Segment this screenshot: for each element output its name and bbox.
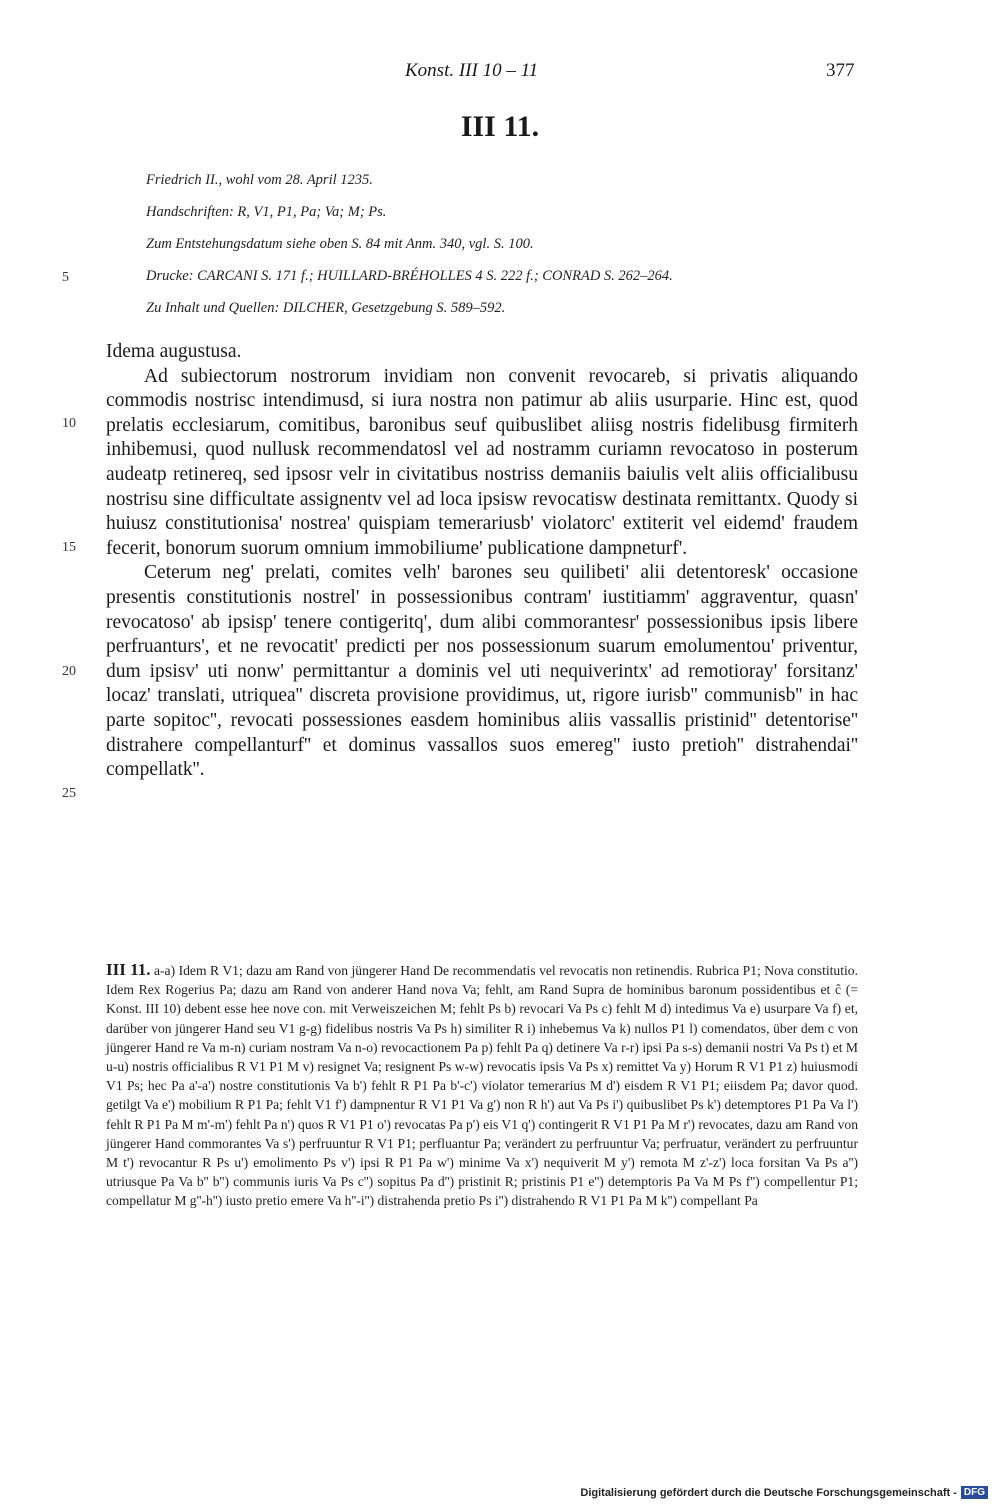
page-number: 377 [826,60,855,81]
running-header [0,60,1000,88]
section-heading: III 11. [460,110,540,143]
meta-prints: Drucke: CARCANI S. 171 f.; HUILLARD-BRÉHOLLES 4 S. 222 f.; CONRAD S. 262–264. [146,268,673,284]
line-number-20: 20 [62,664,76,679]
footer-text: Digitalisierung gefördert durch die Deutsche Forschungsgemeinschaft - [580,1486,957,1499]
digitization-footer [580,1486,988,1499]
main-text [106,340,858,783]
line-number-5: 5 [62,270,69,285]
apparatus-text: a-a) Idem R V1; dazu am Rand von jüngerer Hand De recommendatis vel revocatis non retinendis. Rubrica P1; Nova constitutio. Idem Rex Rogerius Pa; dazu am Rand von anderer Hand nova Va; fehlt, am Rand Supra de hominibus baronum possidentibus et ĉ (= Konst. III 10) debent esse hee nove con. mit Verweiszeichen M; fehlt Ps b) revocari Va Ps c) fehlt M d) intedimus Va e) usurpare Va f) et, darüber von jüngerer Hand seu V1 g-g) fidelibus nostris Va Ps h) similiter R i) inhebemus Va k) nullos P1 l) comendatos, über dem c von jüngerer Hand re Va m-n) curiam nostram Va n-o) revocactionem Pa p) fehlt Pa q) detinere Va r-r) ipsi Pa s-s) demanii nostri Va Ps t) et M u-u) nostris officialibus R V1 P1 M v) resignet Va; resignent Ps w-w) revocatis ipsis Va Ps x) remittet Va y) Horum R V1 P1 z) huiusmodi V1 Ps; hec Pa a'-a') nostre constitutionis Va b') fehlt R P1 Pa b'-c') violator temerarius M d') eisdem R V1 P1; eiisdem Pa; davor quod. getilgt Va e') mobilium R P1 Pa; fehlt V1 f') dampnentur R V1 P1 Va g') non R h') aut Va Ps i') quibuslibet Ps k') detemptores P1 Pa Va l') fehlt R P1 Pa M m'-m') fehlt Pa n') quos R V1 P1 o') revocatas Pa p') eis V1 q') contingerit R V1 P1 Pa M r') revocates, dazu am Rand von jüngerer Hand commorantes Va s') perfruuntur R V1 P1; perfluantur Pa; verändert zu perfruuntur Va; perfruatur, verändert zu perfruuntur M t') revocantur R Ps u') emolimento Ps v') ipsi R P1 Pa w') minime Va x') nequiverit M y') remota M z'-z') loca forsitan Va Ps a'') utriusque Pa Va b'' b'') communis iuris Va Ps c'') sopitus Pa d'') pristinit R; pristinis P1 e'') detemptoris Pa Va M Ps f'') compellentur P1; compellatur M g''-h'') iusto pretio emere Va h''-i'') distrahenda pretio Ps i'') distrahendo R V1 P1 Pa M k'') compellant Pa [106,963,858,1209]
meta-origin-note: Zum Entstehungsdatum siehe oben S. 84 mit Anm. 340, vgl. S. 100. [146,236,534,252]
apparatus-lead: III 11. [106,960,151,979]
meta-manuscripts: Handschriften: R, V1, P1, Pa; Va; M; Ps. [146,204,387,220]
meta-content: Zu Inhalt und Quellen: DILCHER, Gesetzgebung S. 589–592. [146,300,506,316]
line-number-10: 10 [62,416,76,431]
paragraph-1: Ad subiectorum nostrorum invidiam non convenit revocareb, si privatis aliquando commodis nostrisc intendimusd, si iura nostra non patimur ab aliis usurparie. Hinc est, quod prelatis ecclesiarum, comitibus, baronibus seuf quibuslibet aliisg nostris fidelibusg firmiterh inhibemusi, quod nullusk recommendatosl vel ad nostramm curiamn revocatoso in posterum audeatp retinereq, sed ipsosr velr in civitatibus nostriss demaniis baiulis velt aliis officialibusu nostrisu sine difficultate assignentv vel ad loca ipsisw revocatisw destinata remittantx. Quody si huiusz constitutionisa' nostrea' quispiam temerariusb' violatorc' extiterit vel eidemd' fraudem fecerit, bonorum suorum omnium immobiliume' publicatione dampneturf'. [106,365,858,559]
incipit: Idema augustusa. [106,341,242,362]
meta-date: Friedrich II., wohl vom 28. April 1235. [146,172,373,188]
critical-apparatus [106,960,858,1211]
paragraph-2: Ceterum neg' prelati, comites velh' barones seu quilibeti' alii detentoresk' occasione presentis constitutionis nostrel' in possessionibus contram' iustitiamm' aggraventur, quasn' revocatoso' ab ipsisp' tenere contigeritq', dum alibi commorantesr' possessionibus ipsis libere perfruanturs', et ne revocatit' predicti per nos possessionum suarum emolumentou' priventur, dum ipsisv' uti nonw' permittantur a dominis vel uti nequiverintx' ad remotioray' forsitanz' locaz' translati, utriquea'' discreta provisione providimus, ut, rigore iurisb'' communisb'' in hac parte sopitoc'', revocati possessiones easdem hominibus aliis vassallis pristinid'' detentorise'' distrahere compellanturf'' et dominus vassallos suos emereg'' iusto pretioh'' distrahendai'' compellatk''. [106,562,858,781]
line-number-15: 15 [62,540,76,555]
dfg-logo: DFG [961,1486,988,1499]
running-title: Konst. III 10 – 11 [405,60,539,81]
line-number-25: 25 [62,786,76,801]
